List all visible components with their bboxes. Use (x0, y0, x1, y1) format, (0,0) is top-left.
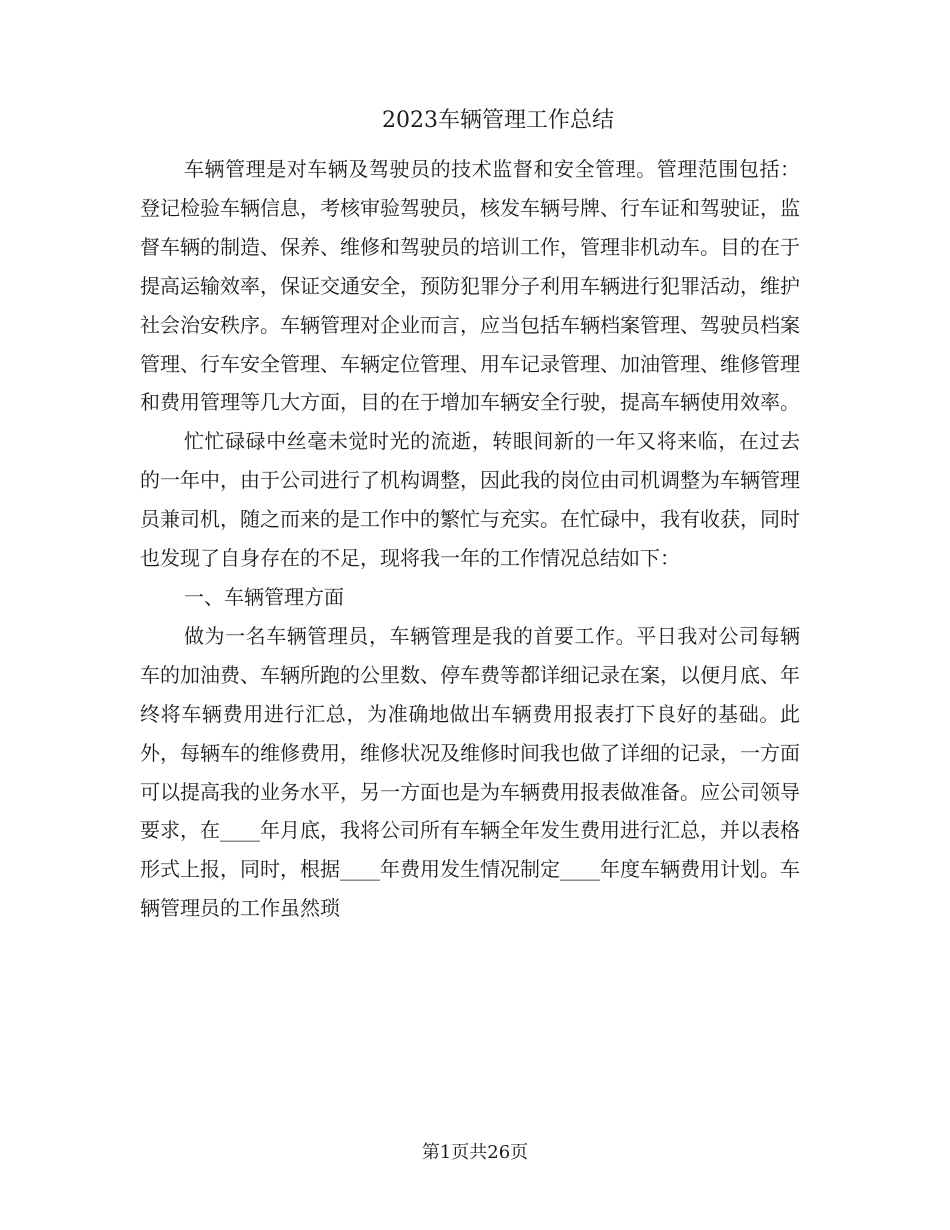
paragraph-intro: 车辆管理是对车辆及驾驶员的技术监督和安全管理。管理范围包括：登记检验车辆信息，考核审验驾驶员，核发车辆号牌、行车证和驾驶证，监督车辆的制造、保养、维修和驾驶员的培训工作，管理非机动车。目的在于提高运输效率，保证交通安全，预防犯罪分子利用车辆进行犯罪活动，维护社会治安秩序。车辆管理对企业而言，应当包括车辆档案管理、驾驶员档案管理、行车安全管理、车辆定位管理、用车记录管理、加油管理、维修管理和费用管理等几大方面，目的在于增加车辆安全行驶，提高车辆使用效率。 (140, 157, 800, 415)
paragraph-vehicle-management: 做为一名车辆管理员，车辆管理是我的首要工作。平日我对公司每辆车的加油费、车辆所跑的公里数、停车费等都详细记录在案，以便月底、年终将车辆费用进行汇总，为准确地做出车辆费用报表打下良好的基础。此外，每辆车的维修费用，维修状况及维修时间我也做了详细的记录，一方面可以提高我的业务水平，另一方面也是为车辆费用报表做准备。应公司领导要求，在____年月底，我将公司所有车辆全年发生费用进行汇总，并以表格形式上报，同时，根据____年费用发生情况制定____年度车辆费用计划。车辆管理员的工作虽然琐 (140, 623, 800, 921)
document-body (140, 150, 800, 928)
page-title: 2023车辆管理工作总结 (382, 108, 614, 133)
paragraph-overview: 忙忙碌碌中丝毫未觉时光的流逝，转眼间新的一年又将来临，在过去的一年中，由于公司进行了机构调整，因此我的岗位由司机调整为车辆管理员兼司机，随之而来的是工作中的繁忙与充实。在忙碌中，我有收获，同时也发现了自身存在的不足，现将我一年的工作情况总结如下： (140, 429, 800, 571)
page-number: 第1页共26页 (421, 1142, 529, 1163)
section-heading: 一、车辆管理方面 (184, 584, 344, 609)
